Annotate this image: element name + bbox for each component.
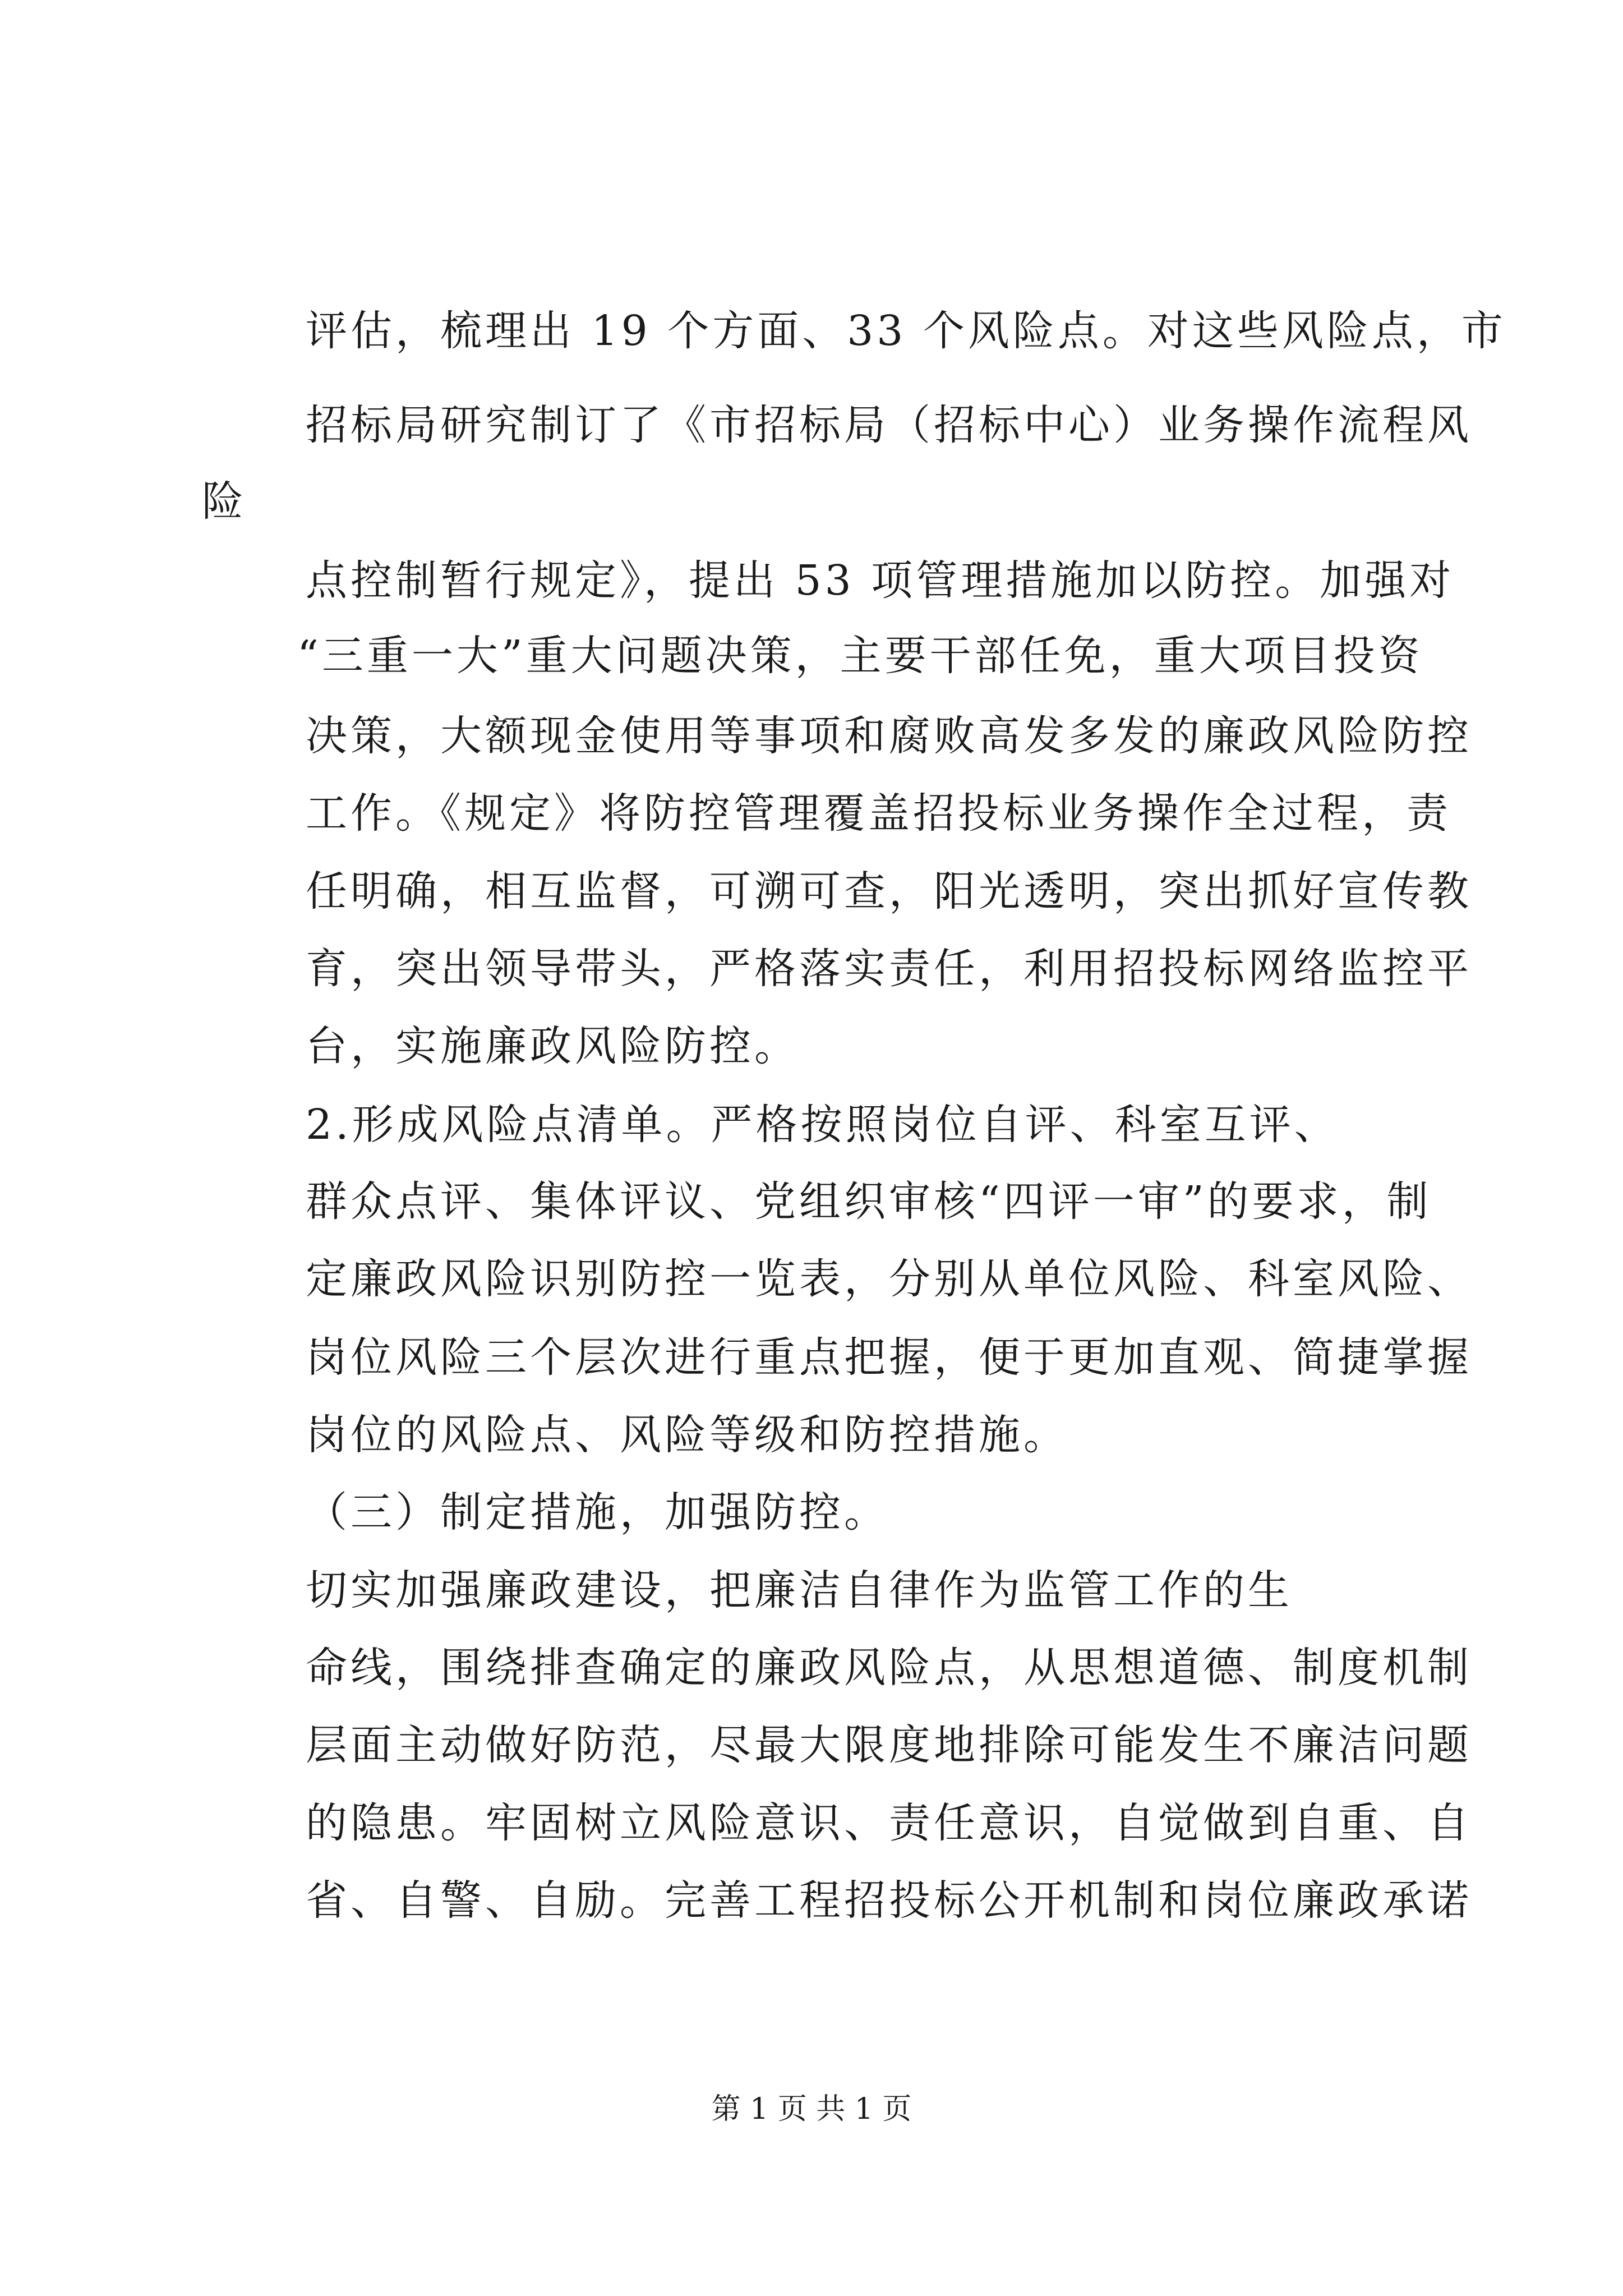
body-line-1: 评估，梳理出 19 个方面、33 个风险点。对这些风险点，市 <box>306 307 1506 355</box>
body-line-12: 群众点评、集体评议、党组织审核“四评一审”的要求，制 <box>306 1177 1432 1226</box>
body-line-3: 险 <box>202 477 247 526</box>
body-line-7: 工作。《规定》将防控管理覆盖招投标业务操作全过程，责 <box>306 789 1451 838</box>
body-line-14: 岗位风险三个层次进行重点把握，便于更加直观、简捷掌握 <box>306 1333 1472 1382</box>
body-line-10: 台，实施廉政风险防控。 <box>306 1022 799 1070</box>
body-line-6: 决策，大额现金使用等事项和腐败高发多发的廉政风险防控 <box>306 712 1472 760</box>
body-line-18: 命线，围绕排查确定的廉政风险点，从思想道德、制度机制 <box>306 1644 1472 1692</box>
body-line-4: 点控制暂行规定》，提出 53 项管理措施加以防控。加强对 <box>306 556 1455 605</box>
body-line-19: 层面主动做好防范，尽最大限度地排除可能发生不廉洁问题 <box>306 1721 1472 1769</box>
body-line-2: 招标局研究制订了《市招标局（招标中心）业务操作流程风 <box>306 401 1472 449</box>
body-line-5: “三重一大”重大问题决策，主要干部任免，重大项目投资 <box>297 632 1423 680</box>
section-heading-3: （三）制定措施，加强防控。 <box>306 1488 889 1536</box>
body-line-20: 的隐患。牢固树立风险意识、责任意识，自觉做到自重、自 <box>306 1799 1472 1847</box>
body-line-11: 2.形成风险点清单。严格按照岗位自评、科室互评、 <box>306 1101 1339 1149</box>
body-line-15: 岗位的风险点、风险等级和防控措施。 <box>306 1411 1068 1459</box>
page-number-footer: 第 1 页 共 1 页 <box>711 2092 912 2126</box>
body-line-21: 省、自警、自励。完善工程招投标公开机制和岗位廉政承诺 <box>306 1876 1472 1925</box>
body-line-17: 切实加强廉政建设，把廉洁自律作为监管工作的生 <box>306 1566 1293 1614</box>
body-line-8: 任明确，相互监督，可溯可查，阳光透明，突出抓好宣传教 <box>306 867 1472 915</box>
body-line-9: 育，突出领导带头，严格落实责任，利用招投标网络监控平 <box>306 945 1472 993</box>
body-line-13: 定廉政风险识别防控一览表，分别从单位风险、科室风险、 <box>306 1255 1472 1303</box>
